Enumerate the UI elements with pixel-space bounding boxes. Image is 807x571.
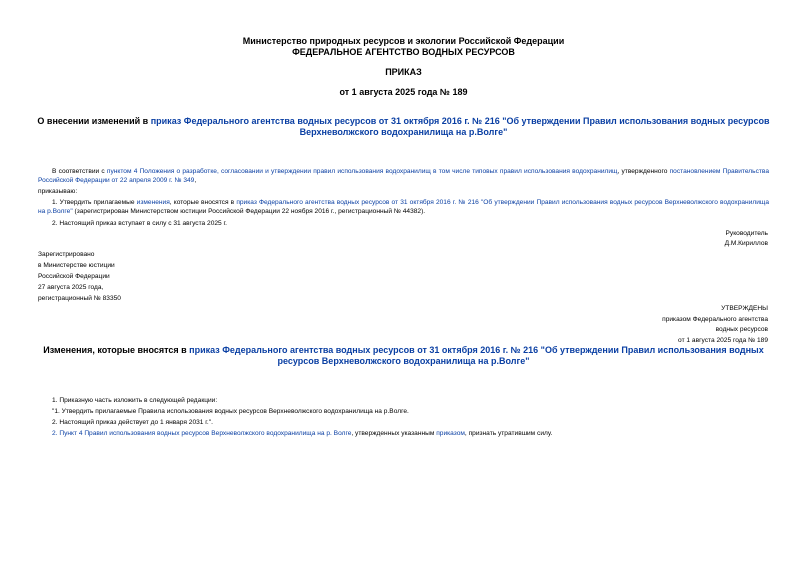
- preamble-text-3: ,: [194, 177, 197, 185]
- changes-title: [40, 345, 767, 367]
- order-item-2: 2. Настоящий приказ вступает в силу с 31 августа 2025 г.: [52, 220, 227, 227]
- item1-text-1: 1. Утвердить прилагаемые: [52, 199, 137, 206]
- regulation-point4-link[interactable]: пунктом 4 Положения о разработке, согласовании и утверждении правил использования водохранилищ в том числе типовых правил использования водохранилищ: [106, 168, 618, 175]
- change2-text-1: , утвержденных указанным: [351, 430, 437, 437]
- rules-point4-link[interactable]: 2. Пункт 4 Правил использования водных ресурсов Верхневолжского водохранилища на р. Волге: [52, 430, 352, 437]
- changes-title-order-link[interactable]: приказ Федерального агентства водных ресурсов от 31 октября 2016 г. № 216 "Об утверждении Правил использования водных ресурсов Верхневолжского водохранилища на р.Волге": [189, 345, 764, 366]
- document-date-number: от 1 августа 2025 года № 189: [339, 87, 468, 97]
- change-item-2: [52, 429, 552, 438]
- registration-line-3: Российской Федерации: [38, 273, 110, 280]
- document-title: [36, 116, 771, 138]
- order-item-1: [38, 198, 769, 217]
- preamble-text-1: В соответствии с: [52, 168, 107, 175]
- registration-line-2: в Министерстве юстиции: [38, 262, 115, 269]
- signature-name: Д.М.Кириллов: [724, 240, 768, 247]
- preamble-text-2: , утвержденного: [617, 168, 670, 175]
- item1-text-3: (зарегистрирован Министерством юстиции Российской Федерации 22 ноября 2016 г., регистрационный № 44382).: [72, 208, 426, 216]
- approval-line-2: приказом Федерального агентства: [662, 316, 768, 323]
- change2-text-2: , признать утратившим силу.: [464, 430, 553, 437]
- item1-text-2: , которые вносятся в: [169, 199, 237, 206]
- signature-role: Руководитель: [725, 230, 768, 237]
- registration-line-5: регистрационный № 83350: [38, 295, 121, 302]
- approval-line-1: УТВЕРЖДЕНЫ: [721, 305, 768, 312]
- registration-line-1: Зарегистрировано: [38, 251, 95, 258]
- order-link[interactable]: приказом: [436, 430, 465, 437]
- title-prefix: О внесении изменений в: [37, 116, 151, 126]
- registration-line-4: 27 августа 2025 года,: [38, 284, 104, 291]
- change-item-1: 1. Приказную часть изложить в следующей редакции:: [52, 397, 218, 404]
- order-216-link[interactable]: приказ Федерального агентства водных ресурсов от 31 октября 2016 г. № 216 "Об утверждении Правил использования водных ресурсов Верхневолжского водохранилища на р.Волге": [38, 199, 770, 216]
- title-order-link[interactable]: приказ Федерального агентства водных ресурсов от 31 октября 2016 г. № 216 "Об утверждении Правил использования водных ресурсов Верхневолжского водохранилища на р.Волге": [150, 116, 770, 137]
- approval-line-4: от 1 августа 2025 года № 189: [678, 337, 768, 344]
- government-decree-link[interactable]: постановлением Правительства Российской Федерации от 22 апреля 2009 г. № 349: [38, 168, 770, 185]
- change-item-1a: "1. Утвердить прилагаемые Правила использования водных ресурсов Верхневолжского водохранилища на р.Волге.: [52, 408, 409, 415]
- agency-name: ФЕДЕРАЛЬНОЕ АГЕНТСТВО ВОДНЫХ РЕСУРСОВ: [292, 47, 515, 57]
- ministry-name: Министерство природных ресурсов и экологии Российской Федерации: [242, 36, 565, 46]
- approval-line-3: водных ресурсов: [715, 326, 768, 333]
- change-item-1b: 2. Настоящий приказ действует до 1 января 2031 г.".: [52, 419, 213, 426]
- document-type: ПРИКАЗ: [385, 67, 422, 77]
- changes-link[interactable]: изменения: [136, 199, 170, 206]
- preamble-paragraph: [38, 167, 769, 186]
- order-word: приказываю:: [38, 188, 78, 195]
- changes-title-prefix: Изменения, которые вносятся в: [43, 345, 190, 355]
